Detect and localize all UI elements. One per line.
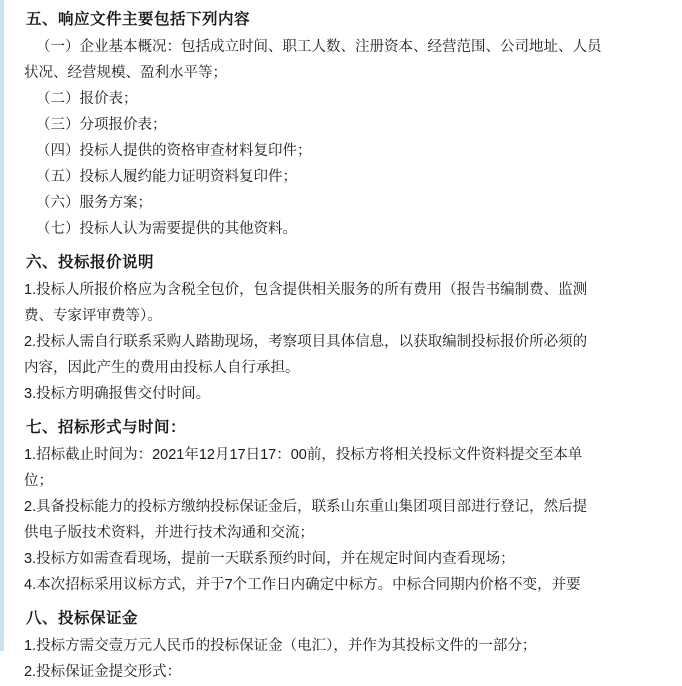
paragraph: 2.具备投标能力的投标方缴纳投标保证金后，联系山东重山集团项目部进行登记，然后提 [24, 498, 588, 515]
paragraph: （二）报价表； [36, 91, 138, 108]
paragraph: 3.投标方如需查看现场，提前一天联系预约时间，并在规定时间内查看现场； [24, 550, 515, 567]
paragraph: 2.投标人需自行联系采购人踏勘现场，考察项目具体信息，以获取编制投标报价所必须的 [24, 333, 588, 350]
paragraph: 3.投标方明确报售交付时间。 [24, 385, 211, 402]
paragraph: 状况、经营规模、盈利水平等； [24, 65, 227, 82]
paragraph: 1.招标截止时间为：2021年12月17日17：00前，投标方将相关投标文件资料提交至本单 [24, 446, 583, 463]
section-heading-5: 五、响应文件主要包括下列内容 [26, 11, 251, 28]
section-heading-7: 七、招标形式与时间： [26, 418, 187, 436]
paragraph: （一）企业基本概况：包括成立时间、职工人数、注册资本、经营范围、公司地址、人员 [36, 39, 602, 56]
paragraph: 2.投标保证金提交形式： [24, 663, 182, 680]
paragraph: 1.投标人所报价格应为含税全包价，包含提供相关服务的所有费用（报告书编制费、监测 [24, 282, 588, 298]
paragraph: （四）投标人提供的资格审查材料复印件； [36, 143, 312, 159]
paragraph: （三）分项报价表； [36, 117, 167, 134]
paragraph: （六）服务方案； [36, 194, 152, 211]
section-heading-8: 八、投标保证金 [26, 609, 139, 627]
paragraph: 费、专家评审费等）。 [24, 307, 162, 324]
paragraph: 4.本次招标采用议标方式，并于7个工作日内确定中标方。中标合同期内价格不变，并要 [24, 576, 581, 593]
paragraph: 位； [24, 472, 53, 489]
paragraph: 1.投标方需交壹万元人民币的投标保证金（电汇），并作为其投标文件的一部分； [24, 637, 537, 654]
section-heading-6: 六、投标报价说明 [26, 253, 155, 271]
paragraph: 内容，因此产生的费用由投标人自行承担。 [24, 359, 300, 376]
paragraph: （五）投标人履约能力证明资料复印件； [36, 168, 297, 185]
paragraph: （七）投标人认为需要提供的其他资料。 [36, 220, 297, 237]
paragraph: 供电子版技术资料，并进行技术沟通和交流； [24, 524, 314, 541]
document-body [4, 0, 682, 686]
